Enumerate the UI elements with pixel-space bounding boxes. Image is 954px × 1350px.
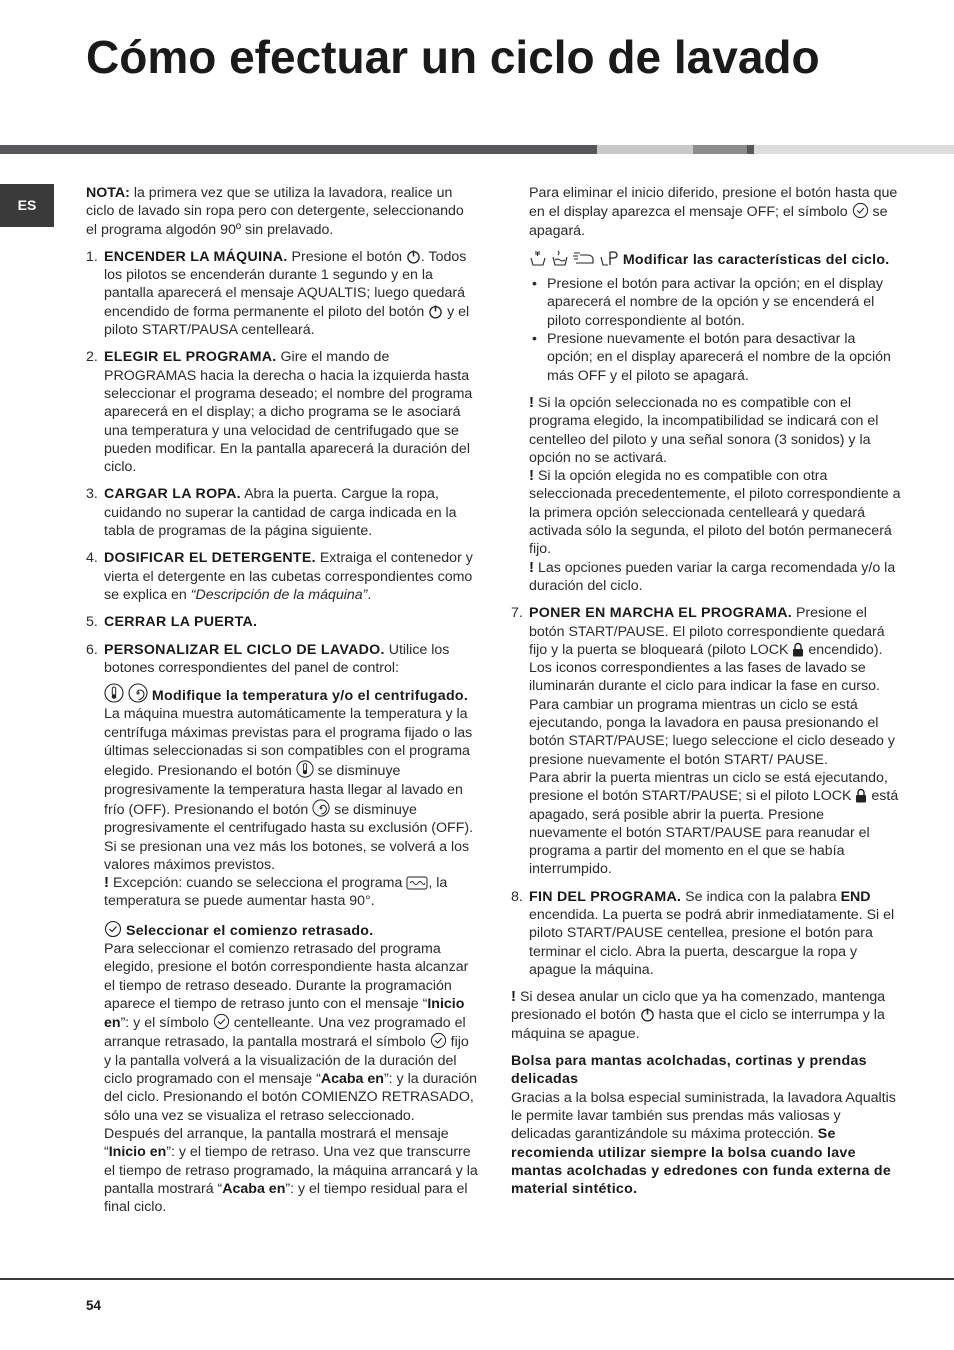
step-number: 3.	[86, 486, 98, 503]
body-text: , la temperatura se puede aumentar hasta 90°.	[104, 875, 448, 910]
display-message: Acaba en	[222, 1180, 286, 1197]
prewash-option-icon	[529, 249, 547, 267]
bullet: •	[532, 276, 537, 293]
options-heading	[529, 249, 903, 269]
warning-paragraph	[529, 467, 903, 558]
step-title: CARGAR LA ROPA.	[104, 486, 241, 503]
power-icon	[406, 249, 421, 264]
display-message: Acaba en	[320, 1071, 384, 1088]
body-text: Si desea anular un ciclo que ya ha comenzado, mantenga presionado el botón	[511, 989, 886, 1024]
step-number: 7.	[511, 605, 523, 622]
step-1	[86, 248, 478, 339]
bag-recommendation: Se recomienda utilizar siempre la bolsa cuando lave mantas acolchadas y edredones con funda externa de material sintético.	[511, 1126, 892, 1198]
warning-text: Las opciones pueden variar la carga recomendada y/o la duración del ciclo.	[529, 559, 896, 594]
wash-option-icon	[551, 249, 569, 267]
bag-heading: Bolsa para mantas acolchadas, cortinas y prendas delicadas	[511, 1053, 867, 1088]
body-text: Excepción: cuando se selecciona el programa	[109, 875, 407, 892]
step-number: 8.	[511, 888, 523, 905]
power-icon	[640, 1007, 655, 1022]
step-title: FIN DEL PROGRAMA.	[529, 888, 682, 905]
page-title: Cómo efectuar un ciclo de lavado	[86, 31, 820, 83]
display-message: END	[840, 888, 871, 905]
list-item	[529, 275, 903, 330]
step-title: ENCENDER LA MÁQUINA.	[104, 248, 288, 265]
body-text: se disminuye progresivamente la temperatura hasta llegar al lavado en frío (OFF). Presionando el botón	[104, 763, 463, 818]
spot-option-icon	[599, 249, 619, 267]
body-text: Para seleccionar el comienzo retrasado del programa elegido, presione el botón correspondiente hasta alcanzar el tiempo de retraso deseado. Durante la programación aparece el tiempo de retraso junto con el mensaje “	[104, 940, 469, 1012]
body-text: hasta que el ciclo se interrumpa y la máquina se apague.	[511, 1007, 885, 1042]
warning-paragraph	[529, 394, 903, 467]
language-tab: ES	[0, 184, 54, 227]
step-text: . Todos los pilotos se encenderán durante 1 segundo y en la pantalla aparecerá el mensaje AQUALTIS; luego quedará encendido de forma permanente el piloto del botón	[104, 248, 467, 320]
delay-heading	[104, 920, 478, 940]
step-3	[86, 485, 478, 540]
step-text: Presione el botón START/PAUSE. El piloto correspondiente quedará fijo y la puerta se bloqueará (piloto LOCK	[529, 605, 885, 658]
cancel-paragraph	[511, 988, 903, 1043]
body-text: centelleante. Una vez programado el arranque retrasado, la pantalla mostrará el símbolo	[104, 1015, 466, 1051]
body-text: ”: y la duración del ciclo. Presionando el botón COMIENZO RETRASADO, sólo una vez se visualiza el retraso seleccionado.	[104, 1071, 478, 1124]
bag-paragraph	[511, 1089, 903, 1199]
step-title: CERRAR LA PUERTA.	[104, 614, 258, 631]
body-text: Gracias a la bolsa especial suministrada, la lavadora Aqualtis le permite lavar también sus prendas más valiosas y delicadas garantizándole su máxima protección.	[511, 1089, 896, 1143]
temperature-section	[86, 683, 478, 911]
step-text-italic: “Descripción de la máquina”	[190, 586, 368, 603]
spin-icon	[312, 799, 330, 817]
right-column	[511, 184, 903, 1198]
options-heading-text: Modificar las características del ciclo.	[622, 251, 890, 268]
warning-mark: !	[104, 874, 109, 892]
body-text: ”: y el símbolo	[120, 1015, 213, 1032]
delay-cancel-text	[529, 184, 903, 240]
body-text: se disminuye progresivamente el centrifugado hasta su exclusión (OFF). Si se presionan una vez más los botones, se volverá a los valores máximos previstos.	[104, 801, 474, 873]
delay-timer-icon	[213, 1013, 230, 1030]
cotton-program-icon	[406, 876, 428, 890]
warning-paragraph	[529, 559, 903, 596]
step-7-text-2	[529, 769, 903, 879]
step-title: PONER EN MARCHA EL PROGRAMA.	[529, 605, 792, 622]
step-title: ELEGIR EL PROGRAMA.	[104, 349, 277, 366]
delay-timer-icon	[104, 920, 122, 938]
step-number: 5.	[86, 614, 98, 631]
step-4	[86, 549, 478, 604]
body-text: ”: y el tiempo residual para el final ciclo.	[104, 1180, 468, 1216]
warning-mark: !	[529, 393, 534, 411]
body-text: La máquina muestra automáticamente la temperatura y la centrífuga máximas previstas para el programa fijado o las últimas seleccionadas si son compatibles con el programa elegido. Presionando el botón	[104, 706, 473, 780]
delay-body-2	[104, 1125, 478, 1216]
warning-text: Si la opción seleccionada no es compatible con el programa elegido, la incompatibilidad se indicará con el centelleo del piloto y una señal sonora (3 sonidos) y la opción no se activará.	[529, 394, 879, 466]
list-item	[529, 330, 903, 385]
step-2	[86, 348, 478, 476]
step-title: PERSONALIZAR EL CICLO DE LAVADO.	[104, 641, 385, 658]
step-title: DOSIFICAR EL DETERGENTE.	[104, 550, 316, 567]
note-label: NOTA:	[86, 185, 130, 201]
step-number: 4.	[86, 550, 98, 567]
note-text: la primera vez que se utiliza la lavadora, realice un ciclo de lavado sin ropa pero con detergente, seleccionando el programa algodón 90º sin prelavado.	[86, 185, 464, 238]
step-text: Extraiga el contenedor y vierta el detergente en las cubetas correspondientes como se explica en	[104, 550, 473, 603]
display-message: Inicio en	[108, 1144, 167, 1161]
delay-section	[86, 920, 478, 1217]
delay-timer-icon	[852, 202, 869, 219]
body-text: ”: y el tiempo de retraso. Una vez que transcurre el tiempo de retraso programado, la máquina arrancará y la pantalla mostrará “	[104, 1144, 478, 1197]
spin-icon	[128, 683, 148, 703]
warning-mark: !	[529, 467, 534, 485]
step-text: Abra la puerta. Cargue la ropa, cuidando no superar la cantidad de carga indicada en la tabla de programas de la página siguiente.	[104, 486, 457, 540]
step-7	[511, 604, 903, 878]
step-text: encendido). Los iconos correspondientes a las fases de lavado se iluminarán durante el ciclo para indicar la fase en curso. Para cambiar un programa mientras un ciclo se está ejecutando, ponga la lavadora en pausa presionando el botón START/PAUSE; luego seleccione el ciclo deseado y presione nuevamente el botón START/ PAUSE.	[529, 641, 895, 768]
body-text: Para eliminar el inicio diferido, presione el botón hasta que en el display aparezca el mensaje OFF; el símbolo	[529, 185, 898, 221]
thermometer-icon	[296, 760, 314, 778]
delay-timer-icon	[430, 1032, 447, 1049]
step-text: Presione el botón	[287, 248, 406, 265]
power-icon	[428, 304, 443, 319]
step-text: .	[367, 586, 372, 603]
bullet: •	[532, 331, 537, 348]
step-text: Utilice los botones correspondientes del panel de control:	[104, 641, 450, 676]
temperature-body	[104, 705, 478, 874]
step-6	[86, 641, 478, 678]
step-text: Se indica con la palabra	[681, 888, 841, 905]
thermometer-icon	[104, 683, 124, 703]
warning-mark: !	[511, 988, 516, 1006]
lock-icon	[792, 642, 804, 657]
footer-rule	[0, 1278, 954, 1280]
temperature-heading	[104, 683, 478, 705]
step-text: está apagado, será posible abrir la puerta. Presione nuevamente el botón START/PAUSE para reanudar el programa a partir del momento en el que se había interrumpido.	[529, 788, 899, 878]
page-number: 54	[86, 1298, 102, 1313]
step-text: y el piloto START/PAUSA centelleará.	[104, 303, 470, 339]
bullet-text: Presione el botón para activar la opción; en el display aparecerá el nombre de la opción y se encenderá el piloto correspondiente al botón.	[547, 276, 883, 329]
step-text: encendida. La puerta se podrá abrir inmediatamente. Si el piloto START/PAUSE centellea, presione el botón para terminar el ciclo. Abra la puerta, descargue la ropa y apague la máquina.	[529, 906, 895, 978]
step-5	[86, 613, 478, 631]
bullet-text: Presione nuevamente el botón para desactivar la opción; en el display aparecerá el nombre de la opción más OFF y el piloto se apagará.	[547, 331, 891, 384]
step-text: Para abrir la puerta mientras un ciclo se está ejecutando, presione el botón START/PAUSE; si el piloto LOCK	[529, 769, 888, 805]
lock-icon	[855, 788, 867, 803]
display-message: Inicio en	[104, 995, 465, 1032]
warning-text: Si la opción elegida no es compatible con otra seleccionada precedentemente, el piloto correspondiente a la primera opción seleccionada centelleará y quedará activada sólo la segunda, el piloto del botón permanecerá fijo.	[529, 468, 901, 558]
body-text: se apagará.	[529, 204, 888, 239]
left-column	[86, 184, 478, 1216]
step-number: 2.	[86, 349, 98, 366]
body-text: fijo y la pantalla volverá a la visualización de la duración del ciclo programado con el mensaje “	[104, 1034, 469, 1088]
easy-iron-option-icon	[573, 249, 595, 267]
step-number: 6.	[86, 641, 98, 658]
note-paragraph	[86, 184, 478, 239]
delay-heading-text: Seleccionar el comienzo retrasado.	[125, 922, 374, 939]
body-text: Después del arranque, la pantalla mostrará el mensaje “	[104, 1125, 449, 1161]
temperature-heading-text: Modifique la temperatura y/o el centrifugado.	[151, 688, 469, 705]
temperature-exception	[104, 874, 478, 911]
warning-mark: !	[529, 558, 534, 576]
step-number: 1.	[86, 248, 98, 265]
header-stripe	[0, 145, 954, 154]
step-text: Gire el mando de PROGRAMAS hacia la derecha o hacia la izquierda hasta seleccionar el programa deseado; el nombre del programa aparecerá en el display; a dicho programa se le asociará una temperatura y una velocidad de centrifugado que se pueden modificar. En la pantalla aparecerá la duración del ciclo.	[104, 349, 473, 476]
delay-body	[104, 940, 478, 1125]
delay-cancel-section	[511, 184, 903, 595]
step-8	[511, 888, 903, 979]
